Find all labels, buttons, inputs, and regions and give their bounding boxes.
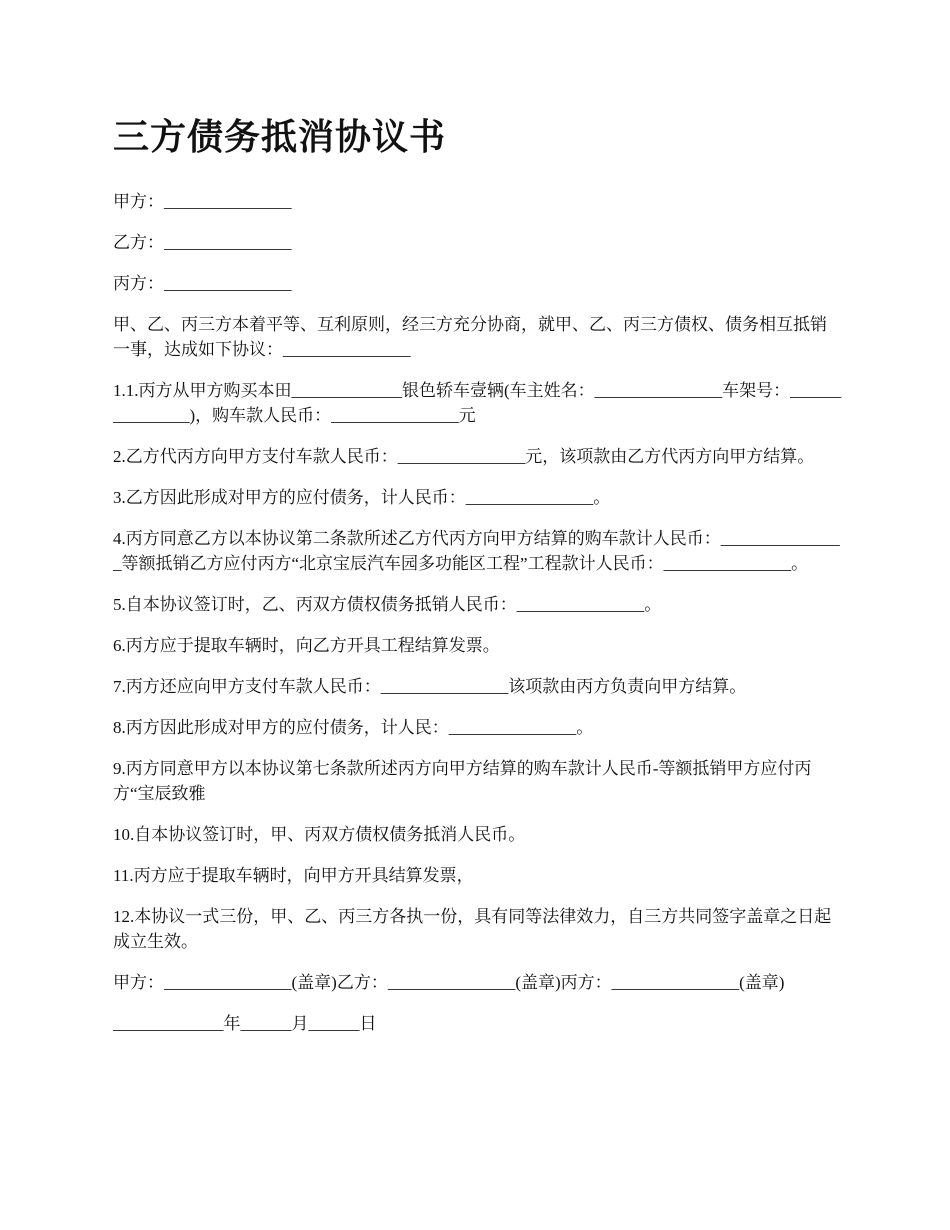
clause-6: 6.丙方应于提取车辆时，向乙方开具工程结算发票。 [113, 636, 500, 655]
preamble-paragraph: 甲、乙、丙三方本着平等、互利原则，经三方充分协商，就甲、乙、丙三方债权、债务相互抵销一事，达成如下协议：_______________ [113, 315, 827, 359]
clause-3: 3.乙方因此形成对甲方的应付债务，计人民币：_______________。 [113, 488, 611, 507]
clause-4: 4.丙方同意乙方以本协议第二条款所述乙方代丙方向甲方结算的购车款计人民币：_______________等额抵销乙方应付丙方“北京宝辰汽车园多功能区工程”工程款计人民币：_______________。 [113, 529, 840, 573]
party-c-line: 丙方：_______________ [113, 274, 292, 293]
clause-8: 8.丙方因此形成对甲方的应付债务，计人民：_______________。 [113, 718, 594, 737]
document-title: 三方债务抵消协议书 [113, 117, 447, 157]
signature-line: 甲方：_______________(盖章)乙方：_______________(盖章)丙方：_______________(盖章) [113, 973, 785, 992]
clause-1: 1.1.丙方从甲方购买本田_____________银色轿车壹辆(车主姓名：_______________车架号：_______________)，购车款人民币：_______________元 [113, 381, 842, 425]
party-a-line: 甲方：_______________ [113, 192, 292, 211]
clause-7: 7.丙方还应向甲方支付车款人民币：_______________该项款由丙方负责向甲方结算。 [113, 677, 747, 696]
clause-5: 5.自本协议签订时，乙、丙双方债权债务抵销人民币：_______________。 [113, 595, 662, 614]
clause-9: 9.丙方同意甲方以本协议第七条款所述丙方向甲方结算的购车款计人民币-等额抵销甲方应付丙方“宝辰致雅 [113, 759, 812, 803]
document-page [113, 112, 843, 1052]
date-line: _____________年______月______日 [113, 1014, 377, 1033]
clause-11: 11.丙方应于提取车辆时，向甲方开具结算发票， [113, 866, 474, 885]
party-b-line: 乙方：_______________ [113, 233, 292, 252]
clause-10: 10.自本协议签订时，甲、丙双方债权债务抵消人民币。 [113, 825, 526, 844]
clause-12: 12.本协议一式三份，甲、乙、丙三方各执一份，具有同等法律效力，自三方共同签字盖章之日起成立生效。 [113, 907, 832, 951]
clause-2: 2.乙方代丙方向甲方支付车款人民币：_______________元，该项款由乙方代丙方向甲方结算。 [113, 447, 815, 466]
